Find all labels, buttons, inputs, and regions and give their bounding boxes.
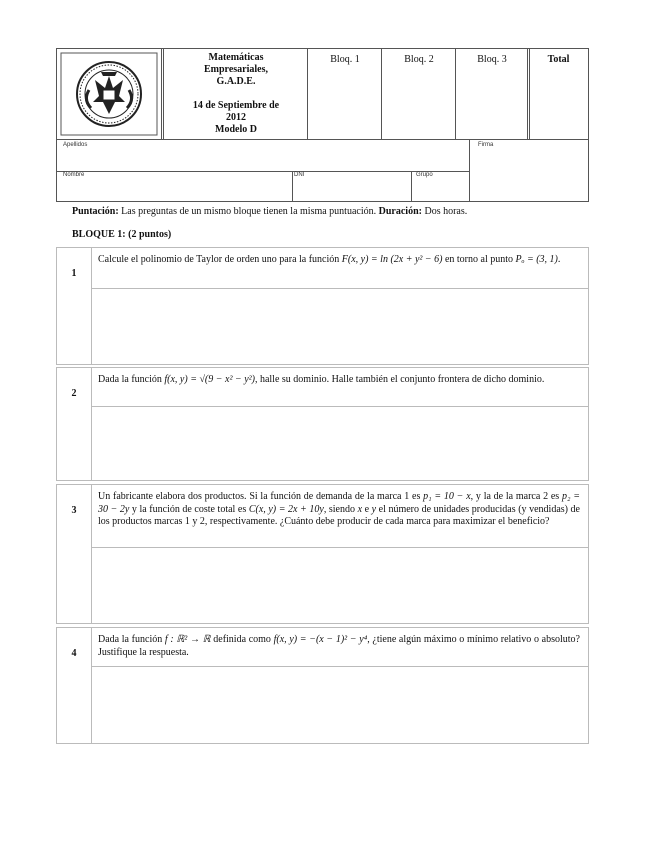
duracion-label: Duración: (378, 206, 422, 217)
formula: f : ℝ² → ℝ (164, 634, 211, 645)
question-number: 4 (71, 648, 77, 659)
answer-area[interactable] (92, 548, 588, 623)
text-run: el número de unidades producidas (y vendidas) de los productos marcas 1 y 2, respectivamente. ¿Cuánto debe producir de cada marca para maximizar el beneficio? (98, 503, 580, 527)
text-run: , ¿tiene algún máximo o mínimo relativo o absoluto? Justifique la respuesta. (98, 634, 580, 658)
text-run: Calcule el polinomio de Taylor de orden uno para la función (98, 254, 342, 265)
question-4 (56, 627, 589, 744)
answer-area[interactable] (92, 667, 588, 743)
text-run: definida como (210, 634, 274, 645)
grupo-field[interactable]: Grupo (416, 172, 433, 178)
question-2 (56, 367, 589, 481)
formula: f(x, y) = −(x − 1)² − y⁴ (273, 634, 368, 645)
block-1-label: Bloq. 1 (330, 54, 360, 65)
question-number: 1 (71, 268, 77, 279)
text-run: , y la de la marca 2 es (470, 491, 562, 502)
scoring-note (72, 206, 467, 217)
student-info-box (56, 140, 589, 202)
signature-divider (469, 140, 470, 201)
question-number: 2 (71, 388, 77, 399)
block-title: BLOQUE 1: (2 puntos) (72, 229, 172, 240)
text-run: en torno al punto (442, 254, 516, 265)
question-text (98, 254, 580, 267)
puntacion-label: Puntación: (72, 206, 119, 217)
row-divider (57, 171, 469, 172)
dni-divider (292, 171, 293, 201)
text-run: Dada la función (98, 374, 165, 385)
answer-area[interactable] (92, 407, 588, 480)
question-3 (56, 484, 589, 624)
title-line: Empresariales, (204, 64, 268, 75)
university-crest-icon (60, 52, 158, 136)
text-run: , halle su dominio. Halle también el conjunto frontera de dicho dominio. (254, 374, 545, 385)
text-run: Un fabricante elabora dos productos. Si la función de demanda de la marca 1 es (98, 491, 424, 502)
total-label: Total (547, 54, 570, 65)
text-run: Dada la función (98, 634, 165, 645)
formula: p₂ = 30 − 2y (98, 491, 580, 515)
exam-model: Modelo D (215, 124, 257, 135)
question-body (91, 628, 588, 743)
question-1 (56, 247, 589, 365)
formula: y (371, 503, 377, 515)
formula: Pₒ = (3, 1) (515, 254, 558, 265)
question-body (91, 485, 588, 623)
text-run: . (557, 254, 561, 265)
dni-field[interactable]: DNI (294, 172, 305, 178)
question-text (98, 374, 580, 387)
nombre-field[interactable]: Nombre (63, 172, 85, 178)
formula: C(x, y) = 2x + 10y (248, 503, 324, 515)
title-line: Matemáticas (208, 52, 264, 63)
text-run: e (362, 503, 372, 515)
answer-area[interactable] (92, 289, 588, 364)
exam-date: 2012 (226, 112, 246, 123)
block-2-label: Bloq. 2 (404, 54, 434, 65)
text-run: y la función de coste total es (129, 503, 249, 515)
header-divider (161, 49, 164, 139)
title-line: G.A.D.E. (216, 76, 256, 87)
formula: f(x, y) = √(9 − x² − y²) (164, 374, 255, 385)
formula: F(x, y) = ln (2x + y² − 6) (341, 254, 443, 265)
formula: p₁ = 10 − x (423, 491, 471, 502)
exam-date: 14 de Septiembre de (192, 100, 280, 111)
puntacion-text: Las preguntas de un mismo bloque tienen la misma puntuación. (118, 206, 379, 217)
grupo-divider (411, 171, 412, 201)
question-text (98, 491, 580, 529)
question-number: 3 (71, 505, 77, 516)
formula: x (357, 503, 363, 515)
text-run: , siendo (323, 503, 358, 515)
duracion-text: Dos horas. (421, 206, 468, 217)
question-text (98, 634, 580, 659)
exam-title (168, 52, 304, 136)
question-body (91, 248, 588, 364)
firma-field[interactable]: Firma (478, 142, 494, 148)
block-3-label: Bloq. 3 (477, 54, 507, 65)
question-body (91, 368, 588, 480)
apellidos-field[interactable]: Apellidos (63, 142, 88, 148)
